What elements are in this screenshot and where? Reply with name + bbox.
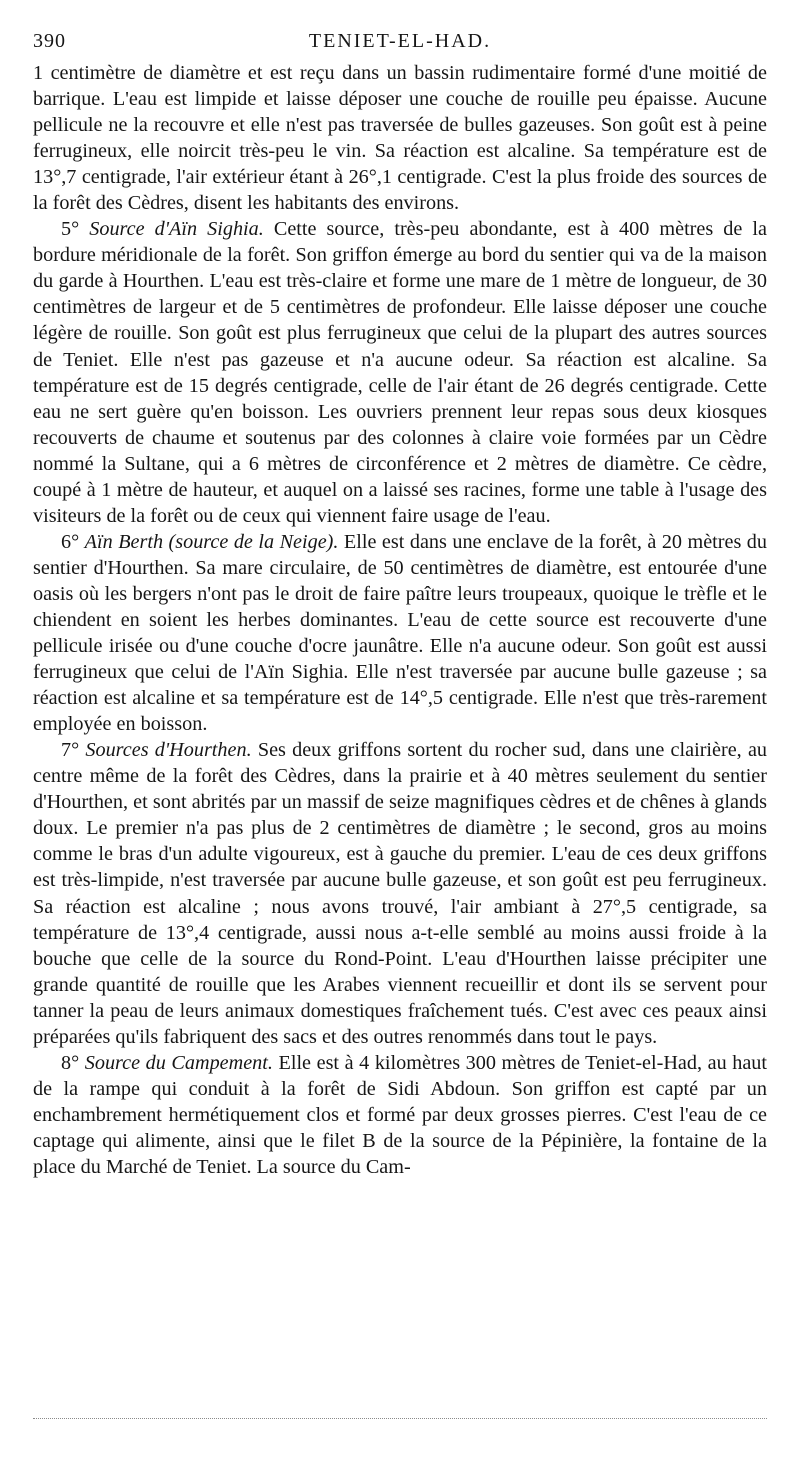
- running-head: TENIET-EL-HAD.: [308, 30, 492, 52]
- paragraph-text: 1 centimètre de diamètre et est reçu dans un bassin rudimentaire formé d'une moitié de barrique. L'eau est limpide et laisse déposer une couche de rouille peu épaisse. Aucune pellicule ne la recouvre et elle n'est pas traversée de bulles gazeuses. Son goût est à peine ferrugineux, elle noircit très-peu le vin. Sa réaction est alcaline. Sa température est de 13°,7 centigrade, l'air extérieur étant à 26°,1 centigrade. C'est la plus froide des sources de la forêt des Cèdres, disent les habitants des environs.: [33, 62, 767, 215]
- footer-divider: [33, 1418, 767, 1419]
- paragraph-text: Cette source, très-peu abondante, est à 400 mètres de la bordure méridionale de la forêt. Son griffon émerge au bord du sentier qui va de la maison du garde à Hourthen. L'eau est très-claire et forme une mare de 1 mètre de longueur, de 30 centimètres de largeur et de 5 centimètres de profondeur. Elle laisse déposer une couche légère de rouille. Son goût est plus ferrugineux que celui de la plupart des autres sources de Teniet. Elle n'est pas gazeuse et n'a aucune odeur. Sa réaction est alcaline. Sa température est de 15 degrés centigrade, celle de l'air étant de 26 degrés centigrade. Cette eau ne sert guère qu'en boisson. Les ouvriers prennent leur repas sous deux kiosques recouverts de chaume et soutenus par des colonnes à claire voie formées par un Cèdre nommé la Sultane, qui a 6 mètres de circonférence et 2 mètres de diamètre. Ce cèdre, coupé à 1 mètre de hauteur, et auquel on a laissé ses racines, forme une table à l'usage des visiteurs de la forêt ou de ceux qui viennent faire usage de l'eau.: [33, 218, 767, 527]
- paragraph-title: Source d'Aïn Sighia.: [89, 218, 264, 241]
- paragraph-title: Source du Campement.: [84, 1051, 273, 1074]
- paragraph-source-campement: [33, 1050, 767, 1180]
- paragraph-title: Sources d'Hourthen.: [85, 739, 252, 762]
- document-page: [33, 30, 767, 1180]
- paragraph-source-ain-berth: [33, 529, 767, 737]
- paragraph-text: Elle est dans une enclave de la forêt, à 20 mètres du sentier d'Hourthen. Sa mare circulaire, de 50 centimètres de diamètre, est entourée d'une oasis où les bergers n'ont pas le droit de faire paître leurs troupeaux, quoique le trèfle et le chiendent en soient les herbes dominantes. L'eau de cette source est recouverte d'une pellicule irisée ou d'une couche d'ocre jaunâtre. Elle n'a aucune odeur. Son goût est aussi ferrugineux que celui de l'Aïn Sighia. Elle n'est traversée par aucune bulle gazeuse ; sa réaction est alcaline et sa température est de 14°,5 centigrade. Elle n'est que très-rarement employée en boisson.: [33, 530, 767, 736]
- paragraph-sources-hourthen: [33, 737, 767, 1050]
- page-number: 390: [33, 30, 66, 52]
- paragraph-source-ain-sighia: [33, 216, 767, 529]
- paragraph-text: Elle est à 4 kilomètres 300 mètres de Teniet-el-Had, au haut de la rampe qui conduit à la forêt de Sidi Abdoun. Son griffon est capté par un enchambrement hermétiquement clos et formé par deux grosses pierres. C'est l'eau de ce captage qui alimente, ainsi que le filet B de la source de la Pépinière, la fontaine de la place du Marché de Teniet. La source du Cam-: [33, 1051, 768, 1178]
- paragraph-text: Ses deux griffons sortent du rocher sud, dans une clairière, au centre même de la forêt des Cèdres, dans la prairie et à 40 mètres seulement du sentier d'Hourthen, et sont abrités par un massif de seize magnifiques cèdres et de chênes à glands doux. Le premier n'a pas plus de 2 centimètres de diamètre ; le second, gros au moins comme le bras d'un adulte vigoureux, est à gauche du premier. L'eau de ces deux griffons est très-limpide, n'est traversée par aucune bulle gazeuse, et son goût est peu ferrugineux. Sa réaction est alcaline ; nous avons trouvé, l'air ambiant à 27°,5 centigrade, sa température de 13°,4 centigrade, aussi nous a-t-elle semblé au moins aussi froide à la bouche que celle de la source du Rond-Point. L'eau d'Hourthen laisse précipiter une grande quantité de rouille que les Arabes viennent recueillir et dont ils se servent pour tanner la peau de leurs animaux domestiques fraîchement tués. C'est avec ces peaux ainsi préparées qu'ils fabriquent des sacs et des outres renommés dans tout le pays.: [33, 739, 767, 1048]
- paragraph-lead: 8°: [61, 1051, 85, 1074]
- paragraph-continuation: [33, 60, 767, 216]
- paragraph-title: Aïn Berth (source de la Neige).: [84, 530, 339, 553]
- body-text: [33, 60, 767, 1180]
- paragraph-lead: 6°: [61, 530, 85, 553]
- paragraph-lead: 5°: [61, 218, 90, 241]
- paragraph-lead: 7°: [61, 739, 86, 762]
- page-header: [33, 30, 767, 60]
